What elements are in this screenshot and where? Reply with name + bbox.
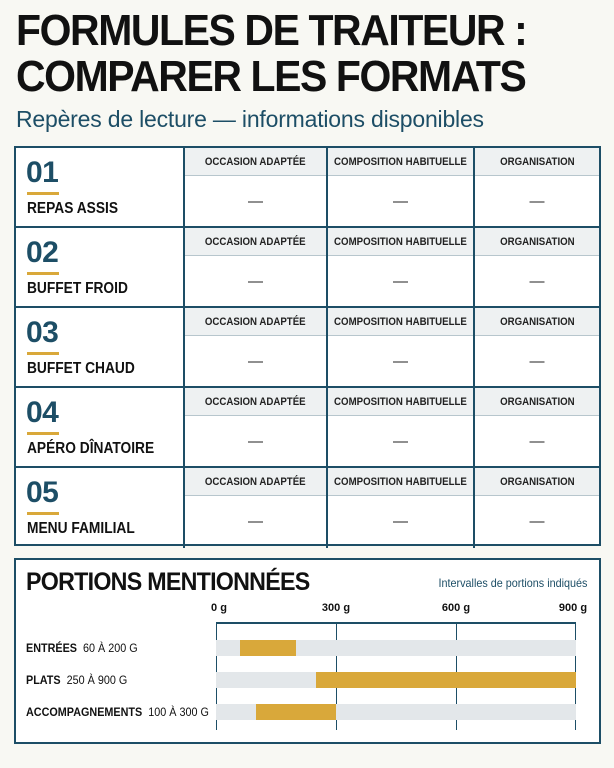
column-header: ORGANISATION <box>475 228 599 256</box>
accent-underline <box>27 432 59 435</box>
column-header: OCCASION ADAPTÉE <box>185 228 326 256</box>
range-bar <box>240 640 296 656</box>
cell-value: — <box>393 272 408 290</box>
range-track <box>216 640 576 656</box>
accent-underline <box>27 192 59 195</box>
format-label-cell <box>16 308 185 386</box>
cell-value: — <box>248 352 263 370</box>
cell-value: — <box>248 272 263 290</box>
tick-label: 0 g <box>211 602 227 614</box>
column-header: OCCASION ADAPTÉE <box>185 148 326 176</box>
column-header: COMPOSITION HABITUELLE <box>328 148 473 176</box>
column-organisation <box>473 228 599 306</box>
column-organisation <box>473 148 599 226</box>
column-header: ORGANISATION <box>475 388 599 416</box>
axis-line <box>216 622 576 624</box>
portion-row-label <box>26 673 127 687</box>
cell-value: — <box>393 512 408 530</box>
column-header: COMPOSITION HABITUELLE <box>328 228 473 256</box>
portion-row-label <box>26 641 138 655</box>
portion-category: ENTRÉES <box>26 641 78 655</box>
cell-value: — <box>393 432 408 450</box>
column-composition <box>326 388 473 466</box>
portion-range: 250 À 900 G <box>66 673 128 687</box>
column-composition <box>326 468 473 548</box>
portions-axis <box>211 602 588 732</box>
format-label-cell <box>16 388 185 466</box>
format-number: 04 <box>26 396 59 429</box>
portion-range: 100 À 300 G <box>148 705 209 719</box>
format-name: BUFFET FROID <box>27 280 128 297</box>
cell-value: — <box>393 352 408 370</box>
cell-value: — <box>529 512 545 530</box>
column-occasion <box>185 148 326 226</box>
format-name: REPAS ASSIS <box>27 200 118 217</box>
cell-value: — <box>248 192 263 210</box>
column-occasion <box>185 228 326 306</box>
format-row <box>16 228 599 308</box>
accent-underline <box>27 272 59 275</box>
column-header: COMPOSITION HABITUELLE <box>328 388 473 416</box>
column-composition <box>326 228 473 306</box>
page-subtitle: Repères de lecture — informations disponibles <box>16 106 484 132</box>
title-line-2: COMPARER LES FORMATS <box>16 52 526 101</box>
page-title <box>16 8 565 100</box>
format-row <box>16 308 599 388</box>
format-label-cell <box>16 468 185 548</box>
column-composition <box>326 148 473 226</box>
column-organisation <box>473 468 599 548</box>
column-header: ORGANISATION <box>475 468 599 496</box>
title-line-1: FORMULES DE TRAITEUR : <box>16 6 527 55</box>
cell-value: — <box>529 192 545 210</box>
portion-row-label <box>26 705 209 719</box>
range-bar <box>316 672 576 688</box>
column-organisation <box>473 308 599 386</box>
column-composition <box>326 308 473 386</box>
format-label-cell <box>16 148 185 226</box>
cell-value: — <box>529 352 545 370</box>
portions-panel <box>14 558 601 744</box>
cell-value: — <box>529 432 545 450</box>
format-row <box>16 468 599 548</box>
range-bar <box>256 704 336 720</box>
format-number: 01 <box>26 156 59 189</box>
range-track <box>216 704 576 720</box>
format-name: APÉRO DÎNATOIRE <box>27 440 155 457</box>
cell-value: — <box>248 432 263 450</box>
format-row <box>16 388 599 468</box>
range-track <box>216 672 576 688</box>
column-occasion <box>185 308 326 386</box>
format-label-cell <box>16 228 185 306</box>
accent-underline <box>27 512 59 515</box>
format-number: 05 <box>26 476 59 509</box>
column-occasion <box>185 468 326 548</box>
formats-table <box>14 146 601 546</box>
portions-title: PORTIONS MENTIONNÉES <box>26 568 310 596</box>
column-header: OCCASION ADAPTÉE <box>185 308 326 336</box>
column-header: OCCASION ADAPTÉE <box>185 468 326 496</box>
tick-label: 300 g <box>321 602 351 614</box>
cell-value: — <box>248 512 263 530</box>
column-header: OCCASION ADAPTÉE <box>185 388 326 416</box>
column-occasion <box>185 388 326 466</box>
cell-value: — <box>393 192 408 210</box>
accent-underline <box>27 352 59 355</box>
tick-label: 600 g <box>441 602 471 614</box>
column-header: ORGANISATION <box>475 308 599 336</box>
portions-note: Intervalles de portions indiqués <box>438 576 587 590</box>
cell-value: — <box>529 272 545 290</box>
column-header: COMPOSITION HABITUELLE <box>328 468 473 496</box>
column-header: ORGANISATION <box>475 148 599 176</box>
format-name: BUFFET CHAUD <box>27 360 135 377</box>
portion-range: 60 À 200 G <box>83 641 138 655</box>
format-name: MENU FAMILIAL <box>27 520 135 537</box>
portion-category: ACCOMPAGNEMENTS <box>26 705 143 719</box>
format-number: 03 <box>26 316 59 349</box>
format-number: 02 <box>26 236 59 269</box>
column-organisation <box>473 388 599 466</box>
format-row <box>16 148 599 228</box>
portion-category: PLATS <box>26 673 61 687</box>
tick-label: 900 g <box>558 602 588 614</box>
column-header: COMPOSITION HABITUELLE <box>328 308 473 336</box>
